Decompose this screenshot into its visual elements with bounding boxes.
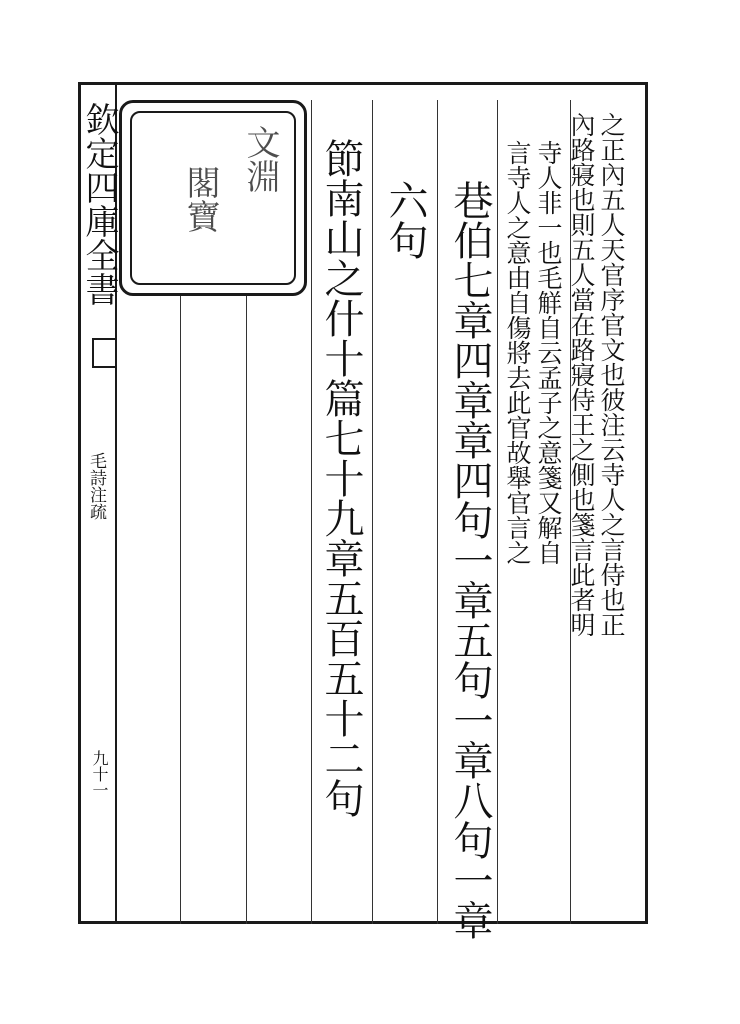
fishtail-mark [92, 338, 116, 368]
gutter-title: 欽定四庫全書 [79, 102, 119, 306]
commentary-column-4: 言寺人之意由自傷將去此官故舉官言之 [503, 140, 532, 565]
seal-text-right: 文淵 [240, 125, 280, 193]
column-rule [497, 100, 498, 924]
chapter-count-continuation: 六句 [382, 180, 428, 260]
section-summary-line: 節南山之什十篇七十九章五百五十二句 [318, 138, 364, 818]
gutter-book-title: 毛詩注疏 [86, 452, 106, 520]
column-rule [372, 100, 373, 924]
commentary-column-1: 之正內五人天官序官文也彼注云寺人之言侍也正 [597, 112, 626, 637]
column-rule [437, 100, 438, 924]
column-rule [311, 100, 312, 924]
column-rule [246, 296, 247, 924]
column-rule [180, 296, 181, 924]
commentary-column-2: 內路寢也則五人當在路寢侍王之側也箋言此者明 [567, 112, 596, 637]
seal-text-left: 閣寶 [180, 165, 220, 233]
imperial-seal [119, 100, 307, 296]
chapter-count-line: 巷伯七章四章章四句一章五句一章八句一章 [447, 180, 493, 940]
commentary-column-3: 寺人非一也毛觧自云孟子之意箋又解自 [534, 140, 563, 565]
gutter-page-number: 九十一 [90, 750, 109, 798]
